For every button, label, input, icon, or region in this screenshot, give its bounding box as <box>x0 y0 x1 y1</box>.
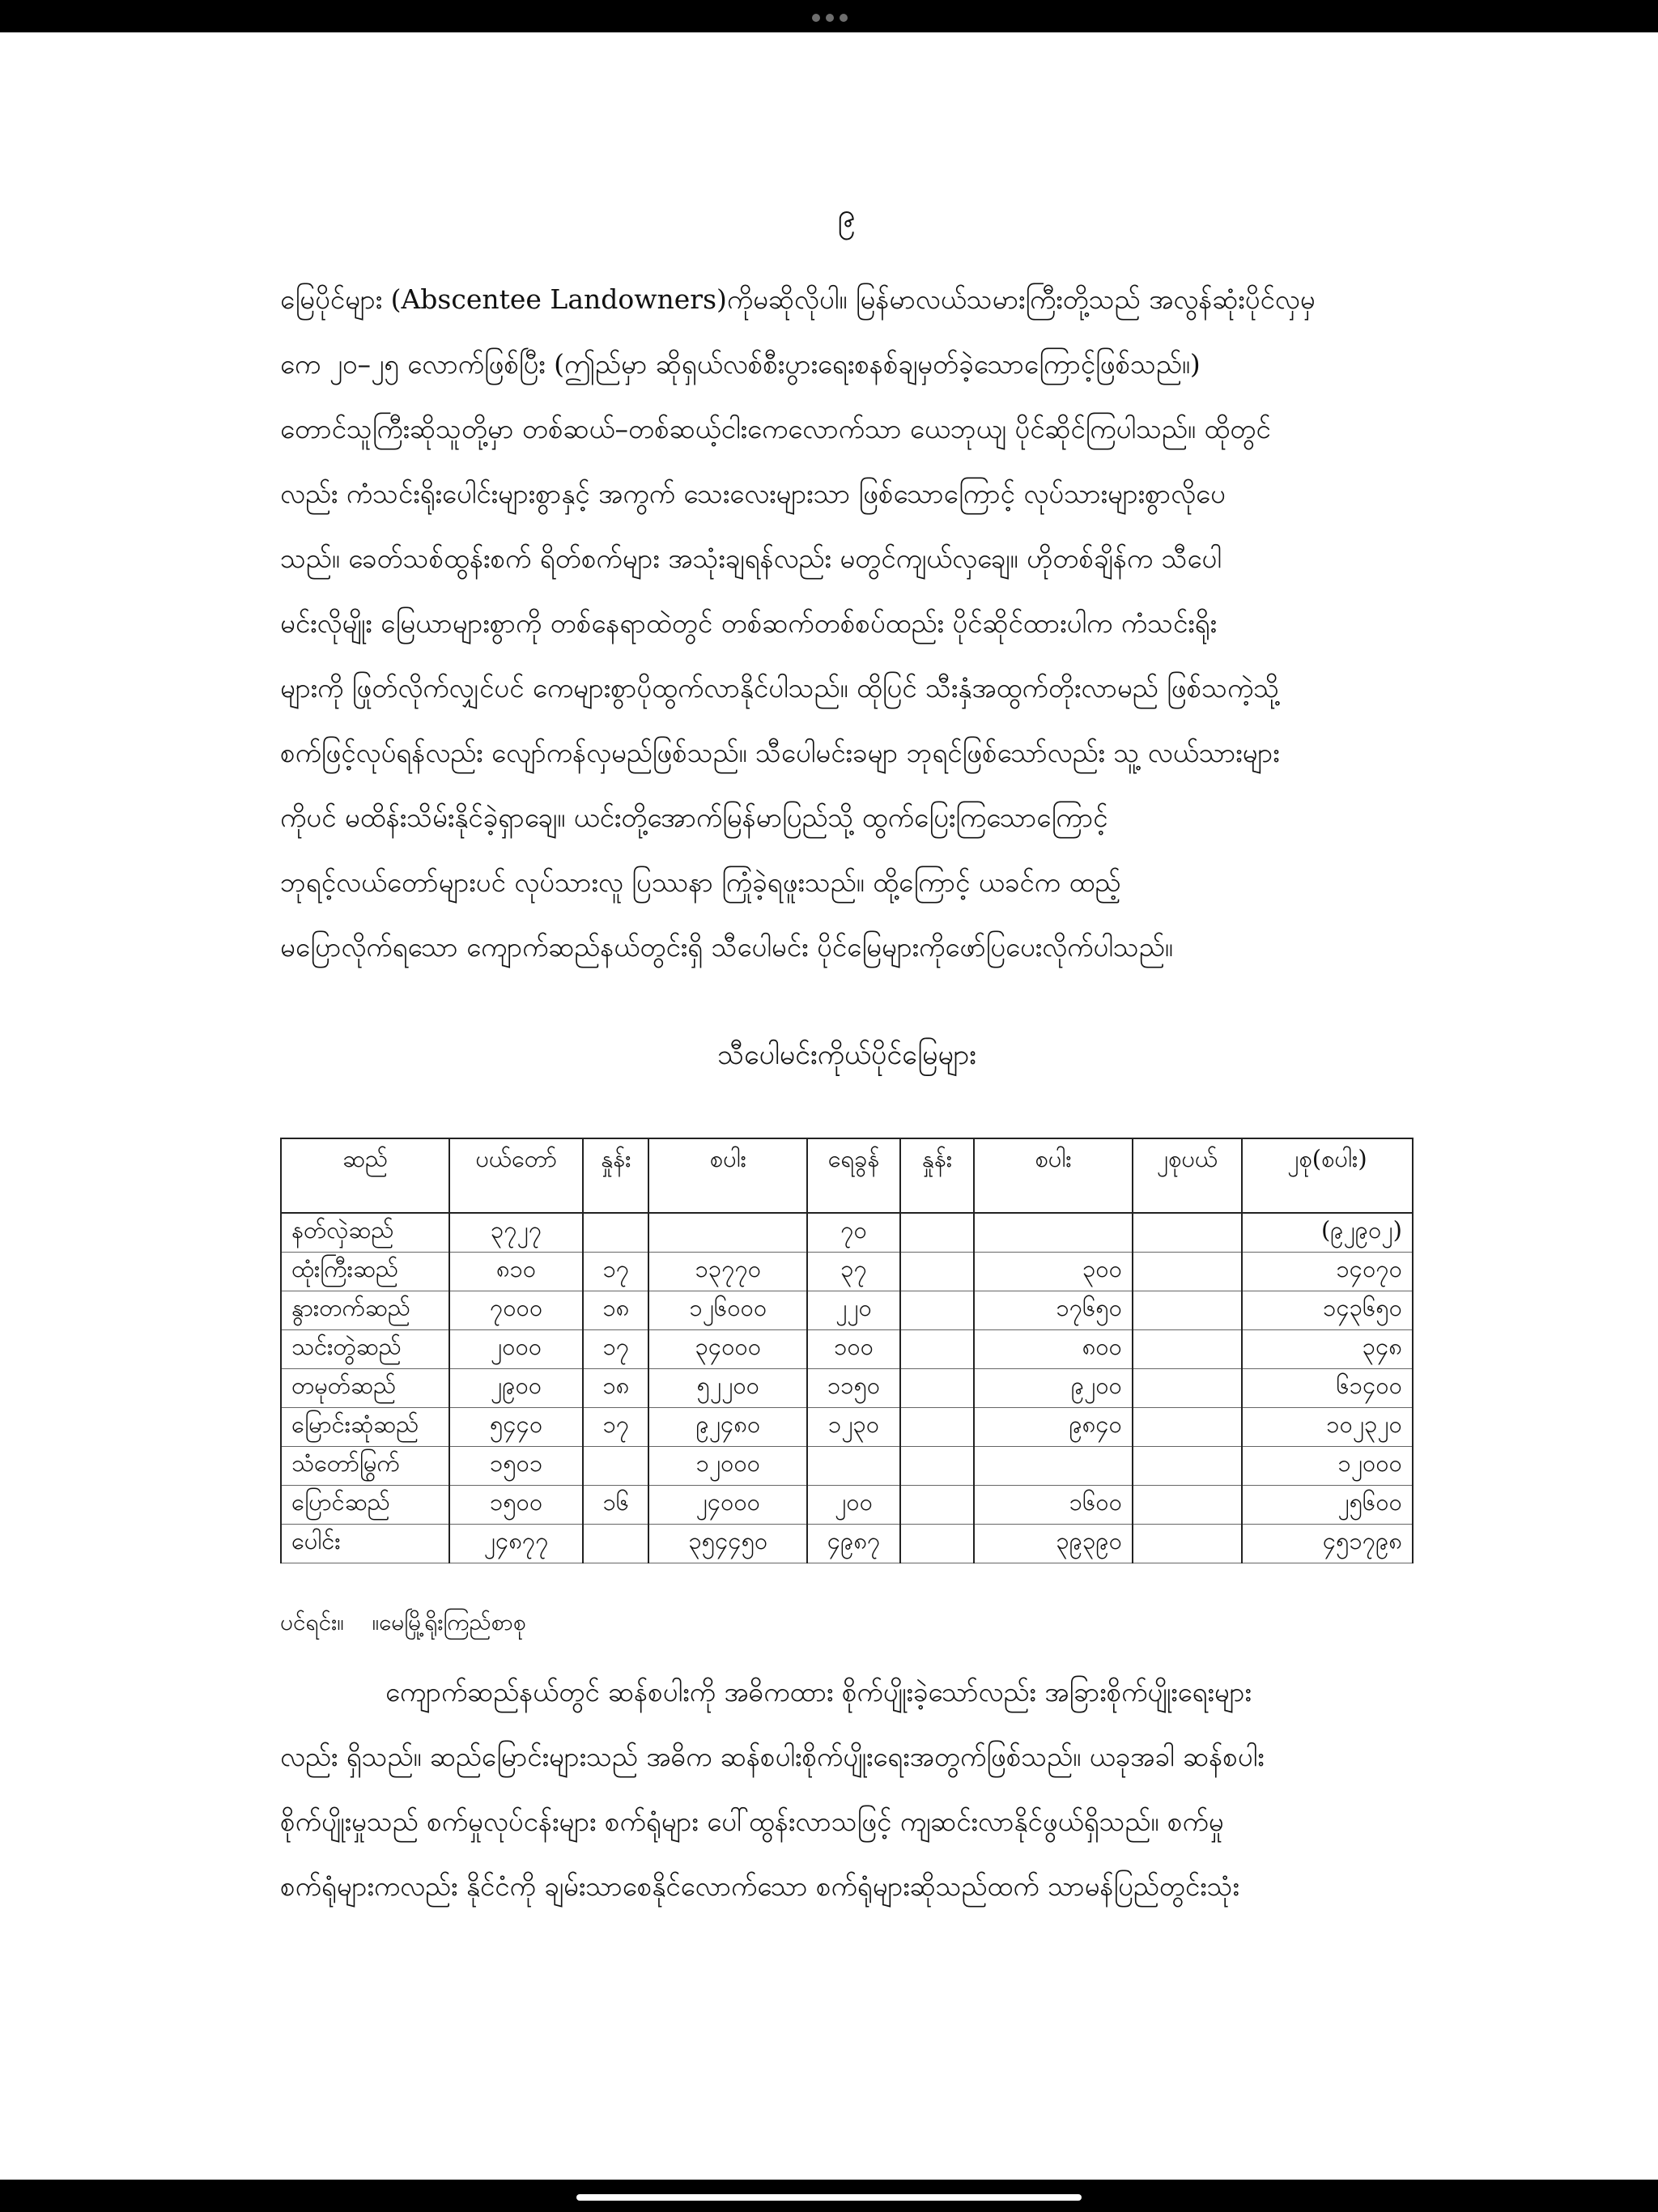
table-cell <box>900 1447 974 1486</box>
table-cell: ၁၁၅၀ <box>807 1369 900 1408</box>
text-line: ဘုရင့်လယ်တော်များပင် လုပ်သားလူ ပြဿနာ ကြုံခဲ့ရဖူးသည်။ ထို့ကြောင့် ယခင်က ထည့် <box>280 866 1121 898</box>
table-cell: ၅၂၂၀၀ <box>648 1369 807 1408</box>
table-cell: သံတော်မြွက် <box>281 1447 449 1486</box>
table-cell: ၅၄၄၀ <box>449 1408 583 1447</box>
table-cell: ၉၂၄၈၀ <box>648 1408 807 1447</box>
table-cell: (၉၂၉၀၂) <box>1242 1213 1413 1253</box>
table-cell: ၁၀၂၃၂၀ <box>1242 1408 1413 1447</box>
table-cell: ၃၉၃၉၀ <box>974 1525 1133 1563</box>
column-header: ၂စု(စပါး) <box>1242 1138 1413 1213</box>
table-cell: ၁၅၀၀ <box>449 1486 583 1525</box>
table-cell: ပြောင်ဆည် <box>281 1486 449 1525</box>
column-header: ပယ်တော် <box>449 1138 583 1213</box>
table-cell: ၄၅၁၇၉၈ <box>1242 1525 1413 1563</box>
table-cell: ၁၀၀ <box>807 1330 900 1369</box>
table-cell <box>1133 1291 1242 1330</box>
column-header: စပါး <box>974 1138 1133 1213</box>
table-cell <box>1133 1447 1242 1486</box>
table-cell <box>583 1213 648 1253</box>
table-cell: ၈၀၀ <box>974 1330 1133 1369</box>
table-cell: နတ်လှဲဆည် <box>281 1213 449 1253</box>
table-cell: ၂၀၀ <box>807 1486 900 1525</box>
table-row <box>281 1408 1413 1447</box>
table-cell: ၁၄၃၆၅၀ <box>1242 1291 1413 1330</box>
text-line: စိုက်ပျိုးမှုသည် စက်မှုလုပ်ငန်းများ စက်ရုံများ ပေါ်ထွန်းလာသဖြင့် ကျဆင်းလာနိုင်ဖွယ်ရှိသည်။ စက်မှု <box>280 1806 1224 1837</box>
text-line: များကို ဖြုတ်လိုက်လျှင်ပင် ကေများစွာပိုထွက်လာနိုင်ပါသည်။ ထိုပြင် သီးနှံအထွက်တိုးလာမည် ဖြစ်သကဲ့သို့ <box>280 672 1280 704</box>
table-cell: ၁၇ <box>583 1408 648 1447</box>
table-cell: ၃၀၀ <box>974 1253 1133 1291</box>
table-cell: ၂၅၆၀၀ <box>1242 1486 1413 1525</box>
table-row <box>281 1369 1413 1408</box>
table-cell: ၁၆၀၀ <box>974 1486 1133 1525</box>
table-cell <box>1133 1253 1242 1291</box>
table-source <box>280 1607 526 1641</box>
table-cell <box>1133 1330 1242 1369</box>
table-cell <box>583 1525 648 1563</box>
table-cell: ၄၉၈၇ <box>807 1525 900 1563</box>
table-title: သီပေါမင်းကိုယ်ပိုင်မြေများ <box>717 1039 976 1071</box>
table-cell: ၂၂၀ <box>807 1291 900 1330</box>
table-cell: ၁၇ <box>583 1330 648 1369</box>
column-header: နှုန်း <box>583 1138 648 1213</box>
table-cell: ၁၇၆၅၀ <box>974 1291 1133 1330</box>
table-cell: မြောင်းဆုံဆည် <box>281 1408 449 1447</box>
column-header: ၂စုပယ် <box>1133 1138 1242 1213</box>
table-cell <box>1133 1525 1242 1563</box>
table-row <box>281 1330 1413 1369</box>
table-cell: ၉၂၀၀ <box>974 1369 1133 1408</box>
land-table <box>280 1138 1414 1563</box>
table-cell <box>1133 1486 1242 1525</box>
table-cell: ၁၂၆၀၀၀ <box>648 1291 807 1330</box>
table-cell: ၃၄၈ <box>1242 1330 1413 1369</box>
table-cell <box>583 1447 648 1486</box>
text-line: မြေပိုင်များ (Abscentee Landowners)ကိုမဆိုလိုပါ။ မြန်မာလယ်သမားကြီးတို့သည် အလွန်ဆုံးပိုင်လှမှ <box>280 283 1316 315</box>
source-text: ။မေမြို့ရိုးကြည်စာစု <box>372 1609 526 1636</box>
source-label: ပင်ရင်း။ <box>280 1609 344 1636</box>
table-cell: ၆၁၄၀၀ <box>1242 1369 1413 1408</box>
table-cell: သင်းတွဲဆည် <box>281 1330 449 1369</box>
text-line: စက်ဖြင့်လုပ်ရန်လည်း လျော်ကန်လှမည်ဖြစ်သည်။ သီပေါမင်းခမျာ ဘုရင်ဖြစ်သော်လည်း သူ့ လယ်သားများ <box>280 737 1280 768</box>
page-number: ၉ <box>837 197 857 234</box>
table-cell: ၂၄၀၀၀ <box>648 1486 807 1525</box>
table-cell: ၁၈ <box>583 1291 648 1330</box>
document-page <box>280 32 1414 2180</box>
table-cell <box>900 1291 974 1330</box>
table-header-row <box>281 1138 1413 1213</box>
table-cell: ၁၅၀၁ <box>449 1447 583 1486</box>
table-row <box>281 1447 1413 1486</box>
table-cell: ၉၈၄၀ <box>974 1408 1133 1447</box>
table-cell: ပေါင်း <box>281 1525 449 1563</box>
table-cell: ၂၉၀၀ <box>449 1369 583 1408</box>
table-cell: ၁၇ <box>583 1253 648 1291</box>
table-cell: ၃၄၀၀၀ <box>648 1330 807 1369</box>
table-row <box>281 1253 1413 1291</box>
column-header: နှုန်း <box>900 1138 974 1213</box>
home-indicator[interactable] <box>576 2194 1082 2201</box>
table-cell <box>900 1253 974 1291</box>
text-line: တောင်သူကြီးဆိုသူတို့မှာ တစ်ဆယ်–တစ်ဆယ့်ငါးကေလောက်သာ ယေဘုယျ ပိုင်ဆိုင်ကြပါသည်။ ထိုတွင် <box>280 413 1271 445</box>
text-line: စက်ရုံများကလည်း နိုင်ငံကို ချမ်းသာစေနိုင်လောက်သော စက်ရုံများဆိုသည်ထက် သာမန်ပြည်တွင်းသုံး <box>280 1870 1239 1902</box>
column-header: ဆည် <box>281 1138 449 1213</box>
table-cell <box>1133 1369 1242 1408</box>
table-cell: ၇၀၀၀ <box>449 1291 583 1330</box>
table-cell <box>974 1447 1133 1486</box>
table-cell: နွားတက်ဆည် <box>281 1291 449 1330</box>
table-cell: ၃၇၂၇ <box>449 1213 583 1253</box>
table-cell: ထုံးကြီးဆည် <box>281 1253 449 1291</box>
table-cell: ၁၄၀၇၀ <box>1242 1253 1413 1291</box>
text-line: ကိုပင် မထိန်းသိမ်းနိုင်ခဲ့ရှာချေ။ ယင်းတို့အောက်မြန်မာပြည်သို့ ထွက်ပြေးကြသောကြောင့် <box>280 802 1108 833</box>
table-row <box>281 1486 1413 1525</box>
table-cell: ၂၄၈၇၇ <box>449 1525 583 1563</box>
table-cell: ၃၅၄၄၅၀ <box>648 1525 807 1563</box>
more-options-icon[interactable] <box>812 14 848 22</box>
paragraph-2 <box>280 1660 1414 1919</box>
bottom-bar <box>0 2180 1658 2212</box>
table-cell: ၇၀ <box>807 1213 900 1253</box>
table-cell <box>900 1369 974 1408</box>
table-cell <box>900 1408 974 1447</box>
table-cell: ၁၆ <box>583 1486 648 1525</box>
table-row <box>281 1291 1413 1330</box>
table-cell: ၂၀၀၀ <box>449 1330 583 1369</box>
table-cell <box>1133 1213 1242 1253</box>
text-line: လည်း ကံသင်းရိုးပေါင်းများစွာနှင့် အကွက် သေးလေးများသာ ဖြစ်သောကြောင့် လုပ်သားများစွာလိုပေ <box>280 478 1226 509</box>
table-cell <box>900 1486 974 1525</box>
text-line: ကျောက်ဆည်နယ်တွင် ဆန်စပါးကို အဓိကထား စိုက်ပျိုးခဲ့သော်လည်း အခြားစိုက်ပျိုးရေးများ <box>385 1676 1252 1708</box>
table-cell: ၁၂၃၀ <box>807 1408 900 1447</box>
text-line: ကေ ၂၀–၂၅ လောက်ဖြစ်ပြီး (ဤည်မှာ ဆိုရှယ်လစ်စီးပွားရေးစနစ်ချမှတ်ခဲ့သောကြောင့်ဖြစ်သည်။) <box>280 348 1201 380</box>
table-cell: ၁၂၀၀၀ <box>1242 1447 1413 1486</box>
table-row <box>281 1213 1413 1253</box>
table-cell <box>900 1330 974 1369</box>
column-header: ရေခွန် <box>807 1138 900 1213</box>
table-cell: ၁၈ <box>583 1369 648 1408</box>
table-cell: ၁၂၀၀၀ <box>648 1447 807 1486</box>
table-cell: တမုတ်ဆည် <box>281 1369 449 1408</box>
text-line: မပြောလိုက်ရသော ကျောက်ဆည်နယ်တွင်းရှိ သီပေါမင်း ပိုင်မြေများကိုဖော်ပြပေးလိုက်ပါသည်။ <box>280 931 1173 963</box>
table-cell <box>900 1525 974 1563</box>
table-cell: ၈၁၀ <box>449 1253 583 1291</box>
table-cell <box>807 1447 900 1486</box>
text-line: သည်။ ခေတ်သစ်ထွန်းစက် ရိတ်စက်များ အသုံးချရန်လည်း မတွင်ကျယ်လှချေ။ ဟိုတစ်ချိန်က သီပေါ <box>280 542 1222 574</box>
table-total-row <box>281 1525 1413 1563</box>
table-cell: ၃၇ <box>807 1253 900 1291</box>
table-cell <box>900 1213 974 1253</box>
table-cell: ၁၃၇၇၀ <box>648 1253 807 1291</box>
top-bar <box>0 0 1658 32</box>
text-line: မင်းလိုမျိုး မြေယာများစွာကို တစ်နေရာထဲတွင် တစ်ဆက်တစ်စပ်ထည်း ပိုင်ဆိုင်ထားပါက ကံသင်းရိုး <box>280 607 1218 639</box>
table-cell <box>648 1213 807 1253</box>
column-header: စပါး <box>648 1138 807 1213</box>
paragraph-1 <box>280 267 1414 980</box>
table-cell <box>974 1213 1133 1253</box>
text-line: လည်း ရှိသည်။ ဆည်မြောင်းများသည် အဓိက ဆန်စပါးစိုက်ပျိုးရေးအတွက်ဖြစ်သည်။ ယခုအခါ ဆန်စပါး <box>280 1741 1265 1772</box>
table-cell <box>1133 1408 1242 1447</box>
